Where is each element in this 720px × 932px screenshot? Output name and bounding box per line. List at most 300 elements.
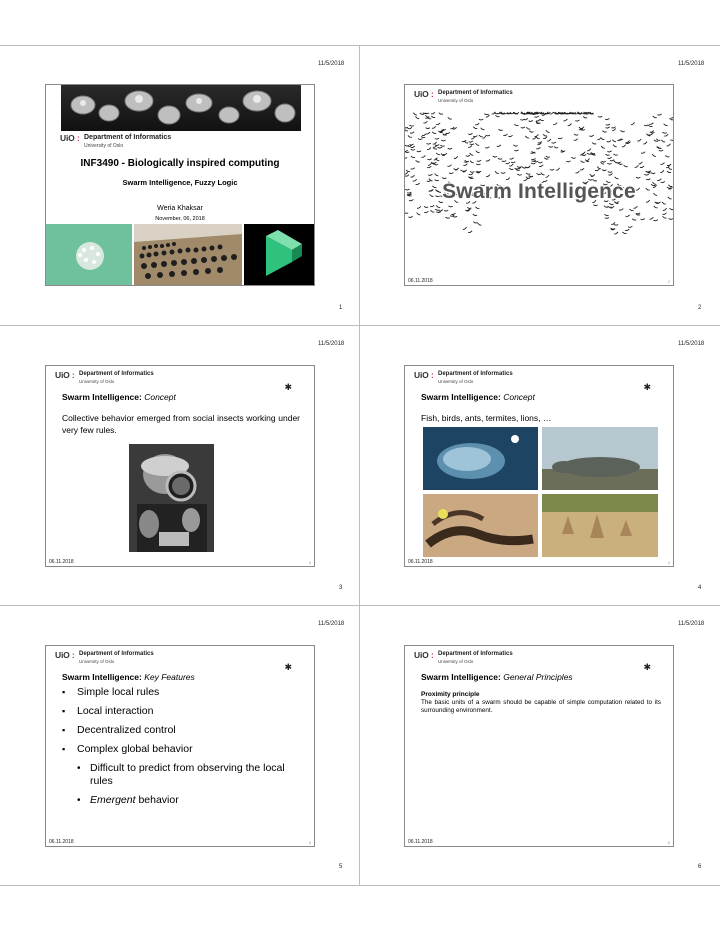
bird-mark — [668, 167, 672, 169]
bird-mark — [654, 206, 658, 208]
bird-mark — [656, 139, 660, 141]
bird-mark — [409, 125, 413, 126]
bird-mark — [466, 155, 470, 156]
ant-icon: ✱ — [284, 382, 292, 392]
bird-mark — [408, 216, 412, 217]
bird-mark — [592, 143, 596, 144]
bird-mark — [477, 171, 481, 172]
bird-mark — [590, 174, 594, 176]
bird-mark — [667, 164, 671, 166]
bird-mark — [625, 229, 629, 230]
bird-mark — [531, 163, 535, 164]
header-date: 11/5/2018 — [318, 61, 345, 67]
university-name: University of Oslo — [438, 379, 474, 384]
page-number: 5 — [339, 864, 343, 870]
bird-mark — [657, 114, 661, 115]
bird-mark — [529, 120, 533, 121]
bird-mark — [537, 173, 541, 174]
square-bullet-icon: ▪ — [62, 687, 66, 697]
university-name: University of Oslo — [84, 143, 124, 149]
slide-title — [421, 672, 573, 682]
bird-mark — [441, 140, 445, 141]
list-item — [62, 686, 302, 699]
bird-mark — [631, 122, 635, 124]
uio-dots: : — [72, 651, 75, 660]
bird-mark — [546, 175, 550, 178]
bird-mark — [411, 149, 415, 150]
bird-mark — [435, 209, 439, 210]
bird-mark — [408, 127, 412, 128]
bird-mark — [469, 141, 473, 142]
bird-mark — [432, 132, 436, 134]
department-name: Department of Informatics — [438, 90, 513, 96]
bird-mark — [526, 166, 530, 168]
header-date: 11/5/2018 — [678, 61, 705, 67]
bird-mark — [424, 206, 428, 207]
bird-mark — [607, 141, 611, 142]
bird-mark — [644, 125, 648, 126]
department-name: Department of Informatics — [438, 371, 513, 377]
page-number: 2 — [698, 305, 702, 311]
bird-mark — [511, 162, 515, 163]
bird-mark — [659, 150, 663, 151]
bird-mark — [477, 160, 481, 161]
bird-mark — [544, 158, 548, 159]
bird-mark — [556, 168, 560, 170]
slide-number: 3 — [308, 560, 311, 565]
footer-date: 06.11.2018 — [49, 839, 74, 845]
bird-mark — [411, 175, 415, 177]
bird-mark — [498, 158, 502, 159]
bird-mark — [486, 160, 490, 162]
footer-date: 06.11.2018 — [49, 559, 74, 565]
bird-mark — [629, 209, 633, 211]
bird-mark — [493, 156, 497, 157]
bird-mark — [623, 232, 627, 234]
bird-mark — [463, 227, 467, 230]
title-italic: General Principles — [503, 672, 573, 682]
list-item — [62, 724, 302, 737]
bird-mark — [417, 213, 421, 215]
bird-mark — [462, 140, 466, 141]
bird-mark — [667, 144, 671, 146]
bird-mark — [653, 220, 657, 221]
slide-concept-1 — [45, 365, 315, 567]
bird-mark — [552, 142, 556, 143]
bird-mark — [473, 214, 477, 215]
bird-mark — [598, 116, 602, 117]
bird-mark — [602, 170, 606, 171]
bird-mark — [448, 148, 452, 149]
bird-mark — [533, 137, 537, 139]
bird-mark — [622, 145, 626, 147]
slide-title — [62, 392, 176, 402]
footer-date: 06.11.2018 — [408, 559, 433, 565]
bird-mark — [501, 173, 505, 174]
principle-title: Proximity principle — [421, 691, 480, 698]
bird-mark — [529, 131, 533, 132]
list-item — [62, 743, 302, 756]
bird-mark — [439, 113, 443, 115]
title-bold: Swarm Intelligence: — [421, 392, 501, 402]
slide-title — [62, 672, 195, 682]
bird-mark — [664, 124, 668, 126]
slide-number: 2 — [667, 279, 670, 284]
title-bold: Swarm Intelligence: — [62, 392, 142, 402]
lecture-subtitle: Swarm Intelligence, Fuzzy Logic — [122, 178, 238, 187]
university-name: University of Oslo — [79, 659, 115, 664]
uio-dots: : — [431, 90, 434, 99]
bird-mark — [648, 134, 652, 135]
bird-mark — [665, 156, 669, 157]
bird-mark — [607, 163, 611, 164]
dot-bullet-icon: • — [77, 763, 81, 774]
bullet-text: Local interaction — [77, 705, 154, 717]
bird-mark — [546, 156, 550, 157]
bird-mark — [664, 134, 668, 136]
bird-mark — [652, 154, 656, 156]
bird-mark — [413, 113, 417, 115]
bird-mark — [405, 175, 409, 177]
bird-mark — [473, 127, 477, 129]
bullet-text: Decentralized control — [77, 724, 176, 736]
bird-mark — [632, 219, 636, 220]
bird-mark — [612, 128, 616, 130]
bird-mark — [628, 226, 632, 227]
bird-mark — [608, 172, 612, 173]
bird-mark — [416, 160, 420, 162]
bird-mark — [431, 116, 435, 118]
bird-mark — [497, 145, 501, 147]
bird-mark — [649, 123, 653, 125]
bird-mark — [479, 119, 483, 120]
bird-mark — [461, 170, 465, 171]
bird-mark — [450, 127, 454, 129]
bird-mark — [444, 210, 448, 211]
bird-mark — [574, 139, 578, 141]
column-divider — [359, 45, 360, 885]
bird-mark — [435, 174, 439, 176]
bird-mark — [618, 163, 622, 164]
robot-photo — [61, 85, 301, 131]
dot-bullet-icon: • — [77, 795, 81, 806]
bird-mark — [539, 165, 543, 167]
bird-mark — [608, 174, 612, 176]
uio-dots: : — [77, 134, 80, 143]
square-bullet-icon: ▪ — [62, 725, 66, 735]
bird-mark — [427, 117, 431, 119]
bird-mark — [606, 127, 610, 128]
bird-mark — [446, 217, 450, 218]
bird-mark — [593, 205, 597, 206]
title-bold: Swarm Intelligence: — [62, 672, 142, 682]
bird-mark — [473, 136, 477, 137]
bird-mark — [470, 161, 474, 163]
bird-mark — [509, 168, 513, 169]
bird-mark — [597, 167, 601, 169]
bird-mark — [405, 150, 408, 151]
bird-mark — [475, 123, 479, 125]
bird-mark — [641, 152, 645, 154]
bird-mark — [473, 222, 477, 223]
bird-mark — [468, 133, 472, 134]
bird-mark — [510, 158, 514, 159]
bird-mark — [553, 123, 557, 125]
bird-mark — [667, 171, 671, 173]
slide-number: 5 — [308, 840, 311, 845]
row-divider — [0, 325, 720, 326]
bird-mark — [670, 139, 673, 140]
bird-mark — [486, 115, 490, 117]
bird-mark — [606, 124, 610, 125]
list-item — [62, 705, 302, 718]
row-divider — [0, 885, 720, 886]
bird-mark — [427, 148, 431, 150]
bird-mark — [536, 147, 540, 149]
bird-mark — [525, 136, 529, 138]
bird-mark — [614, 161, 618, 163]
bird-mark — [607, 151, 611, 152]
bird-mark — [405, 129, 408, 131]
header-date: 11/5/2018 — [678, 341, 705, 347]
bird-mark — [614, 224, 618, 225]
bird-mark — [426, 128, 430, 129]
green-shape-icon — [244, 224, 314, 286]
bird-mark — [430, 205, 434, 207]
bird-mark — [595, 169, 599, 170]
department-name: Department of Informatics — [79, 651, 154, 657]
bird-mark — [498, 129, 502, 130]
slide-title — [45, 84, 315, 286]
bird-mark — [476, 164, 480, 165]
bird-mark — [611, 127, 615, 128]
bird-mark — [422, 134, 426, 136]
bird-mark — [411, 168, 415, 169]
bird-mark — [589, 135, 593, 136]
page-number: 3 — [339, 585, 343, 591]
bird-mark — [421, 155, 425, 157]
bird-mark — [502, 161, 506, 162]
bird-mark — [543, 137, 547, 139]
bird-mark — [405, 127, 408, 128]
bird-mark — [508, 135, 512, 136]
bird-mark — [543, 134, 547, 136]
bird-mark — [470, 153, 474, 155]
bird-mark — [435, 138, 439, 139]
uio-dots: : — [431, 371, 434, 380]
ant-bridge-photo — [423, 494, 538, 557]
bird-mark — [470, 144, 474, 145]
footer-date: 06.11.2018 — [408, 278, 433, 284]
bird-mark — [436, 123, 440, 125]
bird-mark — [661, 140, 665, 142]
bird-mark — [608, 157, 612, 158]
course-title: INF3490 - Biologically inspired computing — [80, 158, 280, 169]
bird-mark — [671, 116, 673, 118]
bird-mark — [453, 216, 457, 217]
bird-mark — [662, 132, 666, 133]
row-divider — [0, 605, 720, 606]
bird-mark — [484, 114, 488, 115]
bird-mark — [587, 149, 591, 151]
bird-mark — [637, 139, 641, 141]
uio-dots: : — [431, 651, 434, 660]
uio-wordmark: UiO — [55, 370, 70, 380]
termite-mound-photo — [542, 494, 658, 557]
bird-mark — [418, 139, 422, 140]
bird-mark — [486, 175, 490, 177]
bird-mark — [405, 212, 408, 213]
bullet-text: Complex global behavior — [77, 743, 193, 755]
bird-mark — [581, 161, 585, 163]
bird-mark — [434, 164, 438, 165]
bird-mark — [541, 173, 545, 175]
ant-icon: ✱ — [284, 662, 292, 672]
bird-mark — [653, 116, 657, 118]
square-bullet-icon: ▪ — [62, 706, 66, 716]
bird-mark — [470, 172, 474, 173]
header-date: 11/5/2018 — [318, 341, 345, 347]
ant-icon: ✱ — [643, 662, 651, 672]
scientist-photo — [129, 444, 214, 552]
bird-mark — [526, 173, 530, 174]
bird-mark — [448, 206, 452, 207]
slide-body-text: Fish, birds, ants, termites, lions, … — [421, 413, 552, 423]
bird-mark — [406, 170, 410, 172]
bird-mark — [549, 146, 553, 147]
bird-mark — [660, 170, 664, 172]
bird-mark — [464, 141, 468, 143]
bird-mark — [451, 213, 455, 214]
bird-mark — [517, 174, 521, 175]
bird-mark — [427, 159, 431, 160]
bird-mark — [427, 166, 431, 167]
bird-mark — [433, 142, 437, 144]
bird-mark — [634, 206, 638, 208]
bird-mark — [476, 151, 480, 153]
bird-mark — [605, 218, 609, 219]
square-bullet-icon: ▪ — [62, 744, 66, 754]
bird-mark — [463, 164, 467, 166]
principle-text: The basic units of a swarm should be capable of simple computation related to its surrounding environment. — [421, 699, 661, 714]
bird-mark — [432, 126, 436, 128]
bird-mark — [574, 134, 578, 135]
bird-mark — [580, 168, 584, 170]
bird-mark — [411, 156, 415, 158]
bird-mark — [467, 207, 471, 208]
bird-mark — [506, 162, 510, 163]
uio-wordmark: UiO — [55, 650, 70, 660]
bird-mark — [558, 138, 562, 139]
bird-mark — [663, 216, 667, 218]
bird-mark — [660, 163, 664, 165]
bird-mark — [531, 159, 535, 160]
bird-mark — [669, 219, 673, 220]
bird-mark — [643, 142, 647, 144]
bird-mark — [417, 151, 421, 152]
bird-mark — [421, 137, 425, 138]
bird-mark — [495, 115, 499, 116]
bird-mark — [536, 120, 540, 122]
bird-mark — [613, 154, 617, 155]
uio-wordmark: UiO — [414, 370, 429, 380]
university-name: University of Oslo — [438, 659, 474, 664]
key-features-list — [62, 686, 302, 813]
bird-mark — [442, 178, 446, 179]
bird-mark — [611, 222, 615, 224]
bird-mark — [626, 215, 630, 217]
bird-mark — [635, 165, 639, 167]
title-bold: Swarm Intelligence: — [421, 672, 501, 682]
lecture-date: November, 06, 2018 — [155, 216, 205, 222]
bird-mark — [534, 116, 538, 117]
header-date: 11/5/2018 — [318, 621, 345, 627]
author-name: Weria Khaksar — [157, 205, 203, 212]
bird-mark — [532, 160, 536, 161]
page-number: 1 — [339, 305, 343, 311]
department-name: Department of Informatics — [79, 371, 154, 377]
bird-mark — [526, 127, 530, 129]
bird-mark — [436, 212, 440, 213]
bird-mark — [547, 139, 551, 141]
slide-general-principles — [404, 645, 674, 847]
bird-mark — [438, 147, 442, 148]
header-date: 11/5/2018 — [678, 621, 705, 627]
bird-mark — [540, 119, 544, 121]
bullet-text: behavior — [138, 794, 179, 806]
bird-mark — [651, 173, 655, 174]
bird-mark — [605, 119, 609, 120]
slide-swarm-intelligence — [404, 84, 674, 286]
bird-mark — [427, 143, 431, 144]
bird-mark — [503, 134, 507, 135]
bird-mark — [538, 142, 542, 144]
bird-mark — [576, 171, 580, 173]
bird-mark — [624, 165, 628, 167]
bird-mark — [423, 121, 427, 123]
bird-mark — [482, 136, 486, 138]
bird-mark — [546, 130, 550, 132]
page-top-rule — [0, 45, 720, 46]
bird-mark — [476, 207, 480, 209]
bird-mark — [575, 120, 579, 121]
bullet-text: Simple local rules — [77, 686, 160, 698]
bird-mark — [497, 113, 501, 114]
sphere-photo — [46, 224, 132, 286]
bird-mark — [582, 155, 586, 156]
bird-mark — [468, 231, 472, 233]
university-name: University of Oslo — [438, 98, 474, 103]
fish-school-photo — [423, 427, 538, 490]
bird-mark — [670, 208, 674, 209]
bird-mark — [405, 172, 408, 174]
bird-mark — [581, 129, 585, 130]
bird-mark — [424, 211, 428, 213]
bird-mark — [426, 132, 430, 134]
bird-mark — [613, 145, 617, 147]
bullet-text: Difficult to predict from observing the local rules — [90, 762, 285, 787]
bird-mark — [554, 147, 558, 148]
bird-mark — [475, 143, 479, 145]
bird-mark — [449, 173, 453, 174]
bird-mark — [636, 177, 640, 178]
page-number: 6 — [698, 864, 702, 870]
bird-mark — [428, 174, 432, 175]
bird-mark — [648, 125, 652, 126]
slide-number: 4 — [667, 560, 670, 565]
bird-mark — [468, 177, 472, 178]
uio-dots: : — [72, 371, 75, 380]
